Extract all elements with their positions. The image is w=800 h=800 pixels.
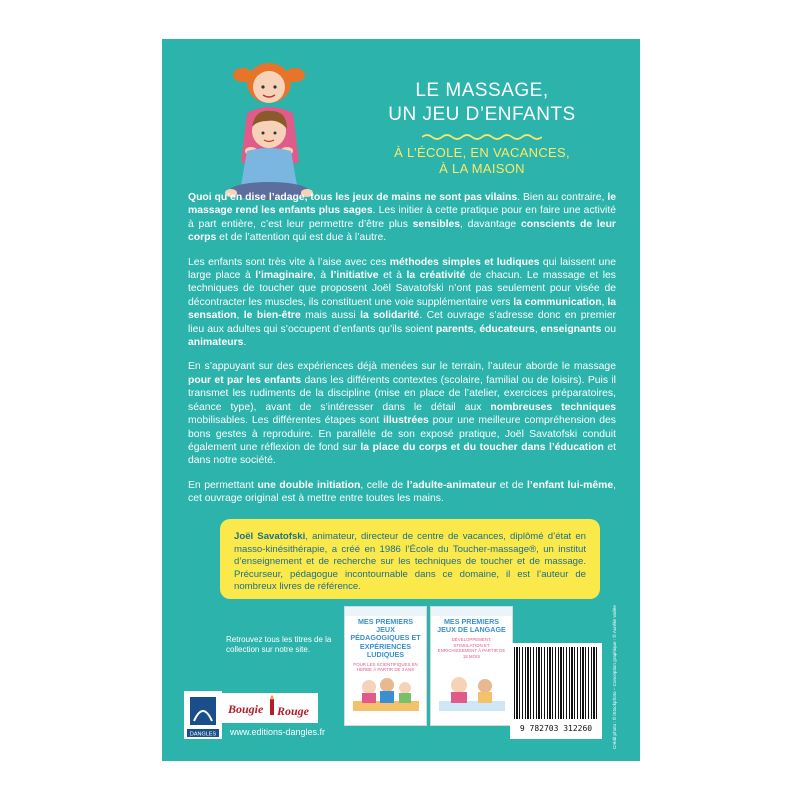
paragraph-text: qui laissent une large place à	[188, 256, 617, 282]
credits-text: Crédit photo : © iStockphoto – Conception graphique : © Aurélie Vallée	[612, 605, 617, 749]
emphasis-text: animateurs	[188, 337, 244, 349]
blurb-paragraph	[188, 256, 616, 350]
emphasis-text: éducateurs	[479, 323, 535, 335]
paragraph-text: . Cet ouvrage s’adresse donc en premier lieu aux adultes qui s’occupent d’enfants qu’ils soient	[188, 310, 617, 335]
paragraph-text: , celle de	[360, 479, 407, 491]
back-cover	[162, 39, 640, 761]
book-thumbnail-2[interactable]	[430, 606, 513, 726]
emphasis-text: conscients de leur corps	[188, 218, 616, 244]
emphasis-text: le massage rend les enfants plus sages	[188, 192, 616, 217]
book-2-subtitle: DÉVELOPPEMENT, STIMULATION ET ENRICHISSEMENT À PARTIR DE 18 MOIS	[437, 637, 506, 659]
dangles-logo	[184, 691, 222, 739]
emphasis-text: la sensation	[188, 296, 616, 322]
paragraph-text: pour une meilleure compréhension des bons gestes à reproduire. En parallèle de son exposé pratique, Joël Savatofski conduit également une réflexion de fond sur	[188, 415, 616, 453]
emphasis-text: l’initiative	[330, 270, 379, 282]
paragraph-text: Les enfants sont très vite à l’aise avec ces	[188, 256, 390, 268]
bougie-rouge-logo	[220, 693, 318, 723]
paragraph-text: ,	[601, 296, 608, 308]
paragraph-text: , cet ouvrage original est à mettre entre toutes les mains.	[188, 479, 617, 505]
paragraph-text: . Bien au contraire,	[517, 192, 608, 203]
emphasis-text: le bien-être	[243, 310, 301, 322]
emphasis-text: l’imaginaire	[255, 270, 313, 282]
emphasis-text: l’enfant lui-même	[527, 479, 614, 491]
subtitle-line-2: À LA MAISON	[439, 161, 525, 176]
paragraph-text: . Les initier à cette pratique pour en faire une activité à part entière, c’est leur permettre d’être plus	[188, 205, 616, 230]
publisher-website[interactable]: www.editions-dangles.fr	[230, 727, 326, 737]
emphasis-text: nombreuses techniques	[490, 401, 616, 413]
author-name: Joël Savatofski	[234, 531, 306, 542]
paragraph-text: En s’appuyant sur des expériences déjà menées sur le terrain, l’auteur aborde le massage	[188, 361, 616, 373]
emphasis-text: une double initiation	[257, 479, 361, 491]
emphasis-text: parents	[435, 323, 474, 335]
credits-vertical	[612, 605, 632, 749]
title-line-2: UN JEU D’ENFANTS	[388, 104, 576, 125]
emphasis-text: la place du corps et du toucher dans l’éducation	[360, 441, 604, 453]
book-thumbnail-1[interactable]	[344, 606, 427, 726]
paragraph-text: et de	[496, 479, 528, 491]
children-illustration	[207, 53, 322, 201]
paragraph-text: et à	[378, 270, 407, 282]
paragraph-text: et de l’attention qui est due à l’autre.	[216, 232, 387, 244]
author-bio-text: , animateur, directeur de centre de vacances, diplômé d’état en masso-kinésithérapie, a créé en 1986 l’École du Toucher-massage®, un institut d’enseignement et de recherche sur les techniques de toucher et de massage. Précurseur, pédagogue incontournable dans ce domaine, il est l’auteur de nombreux livres de référence.	[234, 531, 586, 593]
paragraph-text: ou	[601, 323, 616, 335]
paragraph-text: ,	[534, 323, 541, 335]
paragraph-text: ,	[236, 310, 244, 322]
emphasis-text: la créativité	[406, 270, 466, 282]
book-1-band	[345, 607, 426, 616]
isbn-barcode	[510, 643, 602, 739]
paragraph-text: et dans notre société.	[188, 441, 617, 467]
emphasis-text: Quoi qu’en dise l’adage, tous les jeux de mains ne sont pas vilains	[188, 192, 518, 203]
paragraph-text: mobilisables. Les différentes étapes sont	[188, 415, 384, 427]
paragraph-text: ,	[473, 323, 480, 335]
paragraph-text: , davantage	[460, 218, 521, 230]
emphasis-text: sensibles	[412, 218, 461, 230]
emphasis-text: pour et par les enfants	[188, 374, 302, 386]
bougie-word: Bougie	[228, 702, 264, 716]
barcode-bars	[514, 647, 598, 719]
paragraph-text: .	[243, 337, 247, 349]
dangles-logo-text: DANGLES	[189, 731, 217, 738]
book-1-title: MES PREMIERS JEUX PÉDAGOGIQUES ET EXPÉRIENCES LUDIQUES	[350, 617, 421, 659]
blurb-paragraph	[188, 360, 616, 467]
emphasis-text: illustrées	[383, 415, 429, 427]
emphasis-text: la communication	[513, 296, 602, 308]
book-2-band	[431, 607, 512, 616]
book-title-block	[362, 79, 602, 177]
wave-divider	[422, 133, 542, 141]
author-bio-box	[220, 519, 600, 599]
paragraph-text: de chacun. Le massage et les techniques de toucher que proposent Joël Savatofski n’ont pas seulement pour visée de décontracter les muscles, ils constituent une voie supplémentaire vers	[188, 270, 616, 308]
book-2-title: MES PREMIERS JEUX DE LANGAGE	[437, 617, 506, 635]
collection-note: Retrouvez tous les titres de la collection sur notre site.	[226, 635, 332, 654]
emphasis-text: l’adulte-animateur	[406, 479, 497, 491]
blurb-paragraph	[188, 191, 616, 245]
book-2-illustration	[439, 671, 505, 711]
book-1-subtitle: POUR LES SCIENTIFIQUES EN HERBE À PARTIR DE 3 ANS	[353, 662, 418, 673]
emphasis-text: enseignants	[540, 323, 602, 335]
book-1-illustration	[353, 671, 419, 711]
subtitle-line-1: À L’ÉCOLE, EN VACANCES,	[394, 145, 570, 160]
paragraph-text: mais aussi	[300, 310, 361, 322]
emphasis-text: la solidarité	[360, 310, 420, 322]
emphasis-text: méthodes simples et ludiques	[389, 256, 540, 268]
paragraph-text: , à	[312, 270, 331, 282]
blurb-text	[188, 191, 616, 517]
paragraph-text: En permettant	[188, 479, 258, 491]
paragraph-text: dans les différents contextes (scolaire, familial ou de loisirs). Puis il transmet les rudiments de la discipline (mise en place de l’atelier, exercices préparatoires, séance type), avant de s’intéresser dans le détail aux	[188, 374, 616, 413]
isbn-number: 9 782703 312260	[519, 724, 593, 733]
blurb-paragraph	[188, 479, 616, 506]
title-line-1: LE MASSAGE,	[415, 80, 549, 101]
rouge-word: Rouge	[277, 704, 310, 718]
